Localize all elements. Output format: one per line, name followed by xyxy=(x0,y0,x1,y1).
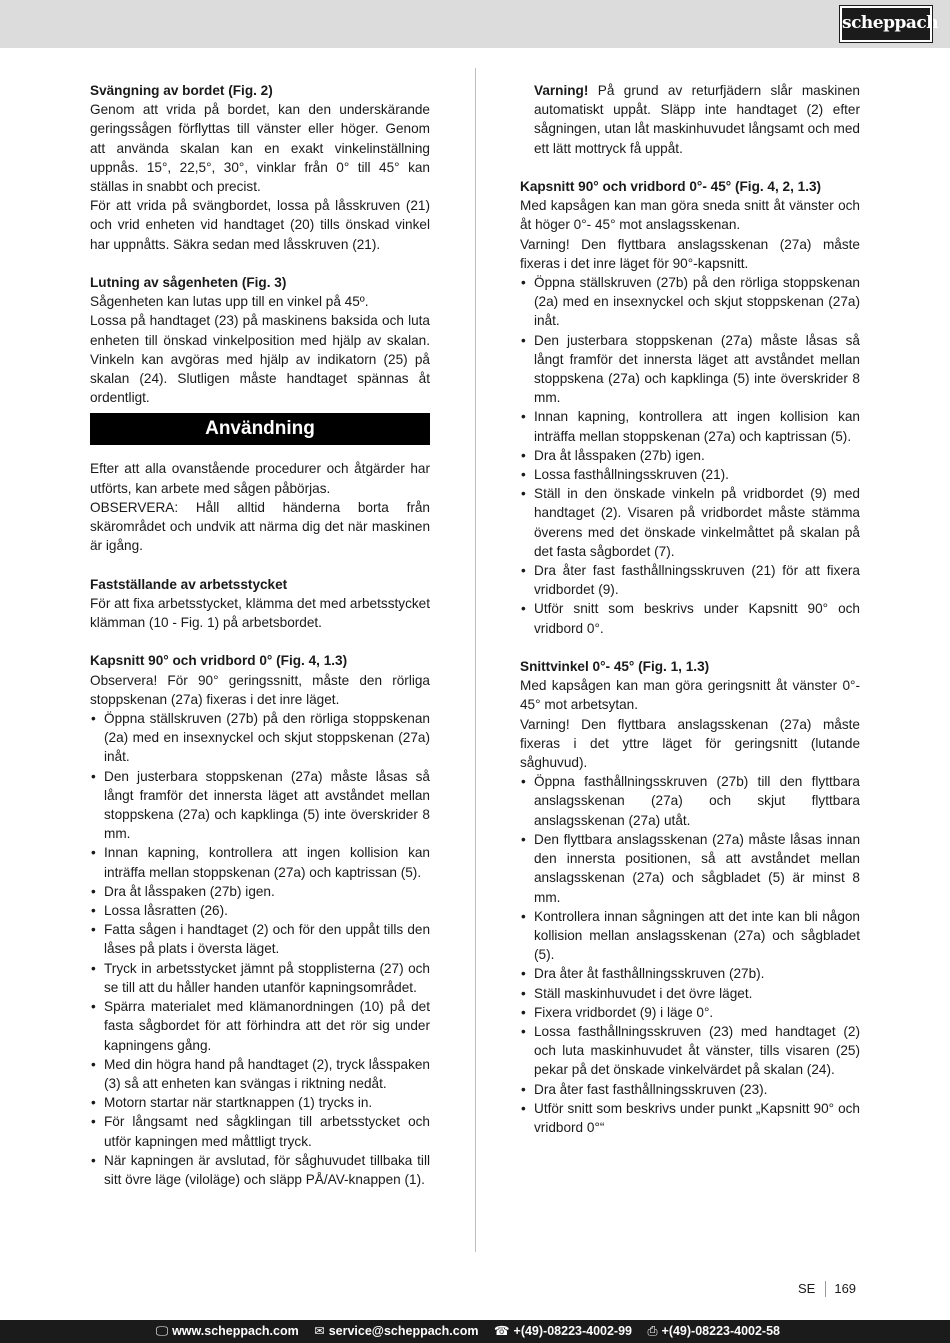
paragraph: Lossa på handtaget (23) på maskinens baksida och luta enheten till önskad vinkelposition med hjälp av skalan. Vinkeln kan avgöras med hjälp av indikatorn (25) på skalan (24). Slutligen måste handtaget spännas åt ordentligt. xyxy=(90,313,430,406)
paragraph: För att fixa arbetsstycket, klämma det med arbetsstycket klämman (10 - Fig. 1) på arbetsbordet. xyxy=(90,595,430,631)
heading-workpiece: Fastställande av arbetsstycket xyxy=(90,576,288,592)
list-item: • Dra åter åt fasthållningsskruven (27b). xyxy=(520,964,860,983)
paragraph: Varning! Den flyttbara anslagsskenan (27a) måste fixeras i det inre läget för 90°-kapsnitt. xyxy=(520,236,860,271)
phone-icon: ☎ xyxy=(493,1324,510,1338)
heading-crosscut-swivel: Kapsnitt 90° och vridbord 0°- 45° (Fig. 4, 2, 1.3) xyxy=(520,179,822,194)
warning-paragraph xyxy=(520,81,860,158)
paragraph: Sågenheten kan lutas upp till en vinkel på 45º. xyxy=(90,294,369,310)
bullet-list xyxy=(520,772,860,1137)
list-item: • Dra åter fast fasthållningsskruven (21) för att fixera vridbordet (9). xyxy=(520,561,860,599)
list-item: • Spärra materialet med klämanordningen (10) på det fasta sågbordet för att förhindra att det rör sig under kapningens gång. xyxy=(90,997,430,1055)
header-bar xyxy=(0,0,950,48)
list-item: • Fatta sågen i handtaget (2) och för den uppåt tills den låses på plats i översta läget. xyxy=(90,920,430,958)
list-item: • Öppna ställskruven (27b) på den rörliga stoppskenan (2a) med en insexnyckel och skjut stoppskenan (27a) inåt. xyxy=(520,273,860,331)
list-item: • Utför snitt som beskrivs under punkt „Kapsnitt 90° och vridbord 0°“ xyxy=(520,1099,860,1137)
computer-icon: 🖵 xyxy=(156,1324,169,1338)
list-item: • Tryck in arbetsstycket jämnt på stopplisterna (27) och se till att du håller handen utanför kapningsområdet. xyxy=(90,959,430,997)
list-item: • Kontrollera innan sågningen att det inte kan bli någon kollision mellan anslagsskenan (27a) och sågbladet (5). xyxy=(520,907,860,965)
list-item: • Dra åt låsspaken (27b) igen. xyxy=(520,446,860,465)
fax-number: +(49)-08223-4002-58 xyxy=(661,1324,781,1338)
list-item: • Lossa fasthållningsskruven (21). xyxy=(520,465,860,484)
email-link[interactable]: service@scheppach.com xyxy=(328,1324,479,1338)
list-item: • Den justerbara stoppskenan (27a) måste låsas så långt framför det innersta läget att avståndet mellan stoppskena (27a) och kapklinga (5) inte överskrider 8 mm. xyxy=(520,331,860,408)
list-item: • Öppna ställskruven (27b) på den rörliga stoppskenan (2a) med en insexnyckel och skjut stoppskenan (27a) inåt. xyxy=(90,709,430,767)
heading-table-swivel: Svängning av bordet (Fig. 2) xyxy=(90,83,273,98)
warning-text: På grund av returfjädern slår maskinen automatiskt uppåt. Släpp inte handtaget (2) efter sågningen, utan låt maskinhuvudet långsamt och med ett lätt mottryck få uppåt. xyxy=(534,83,860,156)
list-item: • Motorn startar när startknappen (1) trycks in. xyxy=(90,1093,430,1112)
paragraph: Varning! Den flyttbara anslagsskenan (27a) måste fixeras i det yttre läget för geringsnitt (lutande såghuvud). xyxy=(520,716,860,771)
list-item: • Den justerbara stoppskenan (27a) måste låsas så långt framför det innersta läget att avståndet mellan stoppskena (27a) och kapklinga (5) inte överskrider 8 mm. xyxy=(90,767,430,844)
language-code: SE xyxy=(798,1281,816,1296)
list-item: • Ställ maskinhuvudet i det övre läget. xyxy=(520,984,860,1003)
fax-icon: ⎙ xyxy=(647,1324,658,1338)
paragraph: Med kapsågen kan man göra geringsnitt åt vänster 0°- 45° mot arbetsytan. xyxy=(520,678,860,713)
warning-label: Varning! xyxy=(534,83,589,98)
paragraph: Efter att alla ovanstående procedurer och åtgärder har utförts, kan arbete med sågen påbörjas. xyxy=(90,461,430,496)
list-item: • Innan kapning, kontrollera att ingen kollision kan inträffa mellan stoppskenan (27a) och kaptrissan (5). xyxy=(90,843,430,881)
section-title-bar: Användning xyxy=(90,413,430,445)
list-item: • Den flyttbara anslagsskenan (27a) måste låsas innan den innersta positionen, så att avståndet mellan anslagsskenan (27a) och sågbladet (5) är minst 8 mm. xyxy=(520,830,860,907)
paragraph: OBSERVERA: Håll alltid händerna borta från skärområdet och undvik att närma dig det när maskinen är igång. xyxy=(90,499,430,554)
list-item: • Öppna fasthållningsskruven (27b) till den flyttbara anslagsskenan (27a) och skjut flyttbara anslagsskenan (27a) utåt. xyxy=(520,772,860,830)
list-item: • Ställ in den önskade vinkeln på vridbordet (9) med handtaget (2). Visaren på vridbordet måste stämma överens med det önskade vinkelmåttet på skalan på det fasta sågbordet (7). xyxy=(520,484,860,561)
list-item: • När kapningen är avslutad, för såghuvudet tillbaka till sitt övre läge (viloläge) och släpp PÅ/AV-knappen (1). xyxy=(90,1151,430,1189)
list-item: • Lossa fasthållningsskruven (23) med handtaget (2) och luta maskinhuvudet åt vänster, tills visaren (25) pekar på det önskade vinkelvärdet på skalan (24). xyxy=(520,1022,860,1080)
column-divider xyxy=(475,68,476,1252)
page-number: 169 xyxy=(834,1281,857,1296)
website-link[interactable]: www.scheppach.com xyxy=(172,1324,299,1338)
page-number-block xyxy=(798,1281,856,1297)
left-column xyxy=(90,81,430,1189)
phone-number: +(49)-08223-4002-99 xyxy=(513,1324,633,1338)
list-item: • Dra åter fast fasthållningsskruven (23). xyxy=(520,1080,860,1099)
list-item: • Fixera vridbordet (9) i läge 0°. xyxy=(520,1003,860,1022)
bullet-list xyxy=(90,709,430,1189)
bullet-list xyxy=(520,273,860,638)
list-item: • För långsamt ned sågklingan till arbetsstycket och utför kapningen med måttligt tryck. xyxy=(90,1112,430,1150)
heading-bevel-cut: Snittvinkel 0°- 45° (Fig. 1, 1.3) xyxy=(520,659,710,675)
paragraph: Observera! För 90° geringssnitt, måste den rörliga stoppskenan (27a) fixeras i det inre läget. xyxy=(90,672,430,707)
paragraph: Med kapsågen kan man göra sneda snitt åt vänster och åt höger 0°- 45° mot anslagsskenan. xyxy=(520,198,860,233)
mail-icon: ✉ xyxy=(314,1324,325,1338)
list-item: • Innan kapning, kontrollera att ingen kollision kan inträffa mellan stoppskenan (27a) och kaptrissan (5). xyxy=(520,407,860,445)
right-column xyxy=(520,81,860,1137)
paragraph: För att vrida på svängbordet, lossa på låsskruven (21) och vrid enheten vid handtaget (20) tills önskad vinkel har uppnåtts. Säkra sedan med låsskruven (21). xyxy=(90,198,430,252)
list-item: • Dra åt låsspaken (27b) igen. xyxy=(90,882,430,901)
heading-saw-tilt: Lutning av sågenheten (Fig. 3) xyxy=(90,275,287,291)
scheppach-logo: scheppach xyxy=(840,6,932,42)
paragraph: Genom att vrida på bordet, kan den underskärande geringssågen förflyttas till vänster eller höger. Genom att använda skalan kan en exakt vinkelinställning uppnås. 15°, 22,5°, 30°, vinklar från 0° till 45° kan ställas in snabbt och precist. xyxy=(90,102,430,195)
list-item: • Utför snitt som beskrivs under Kapsnitt 90° och vridbord 0°. xyxy=(520,599,860,637)
contact-bar xyxy=(0,1320,950,1343)
list-item: • Med din högra hand på handtaget (2), tryck låsspaken (3) så att enheten kan svängas i riktning nedåt. xyxy=(90,1055,430,1093)
list-item: • Lossa låsratten (26). xyxy=(90,901,430,920)
heading-crosscut-90: Kapsnitt 90° och vridbord 0° (Fig. 4, 1.3) xyxy=(90,653,348,669)
